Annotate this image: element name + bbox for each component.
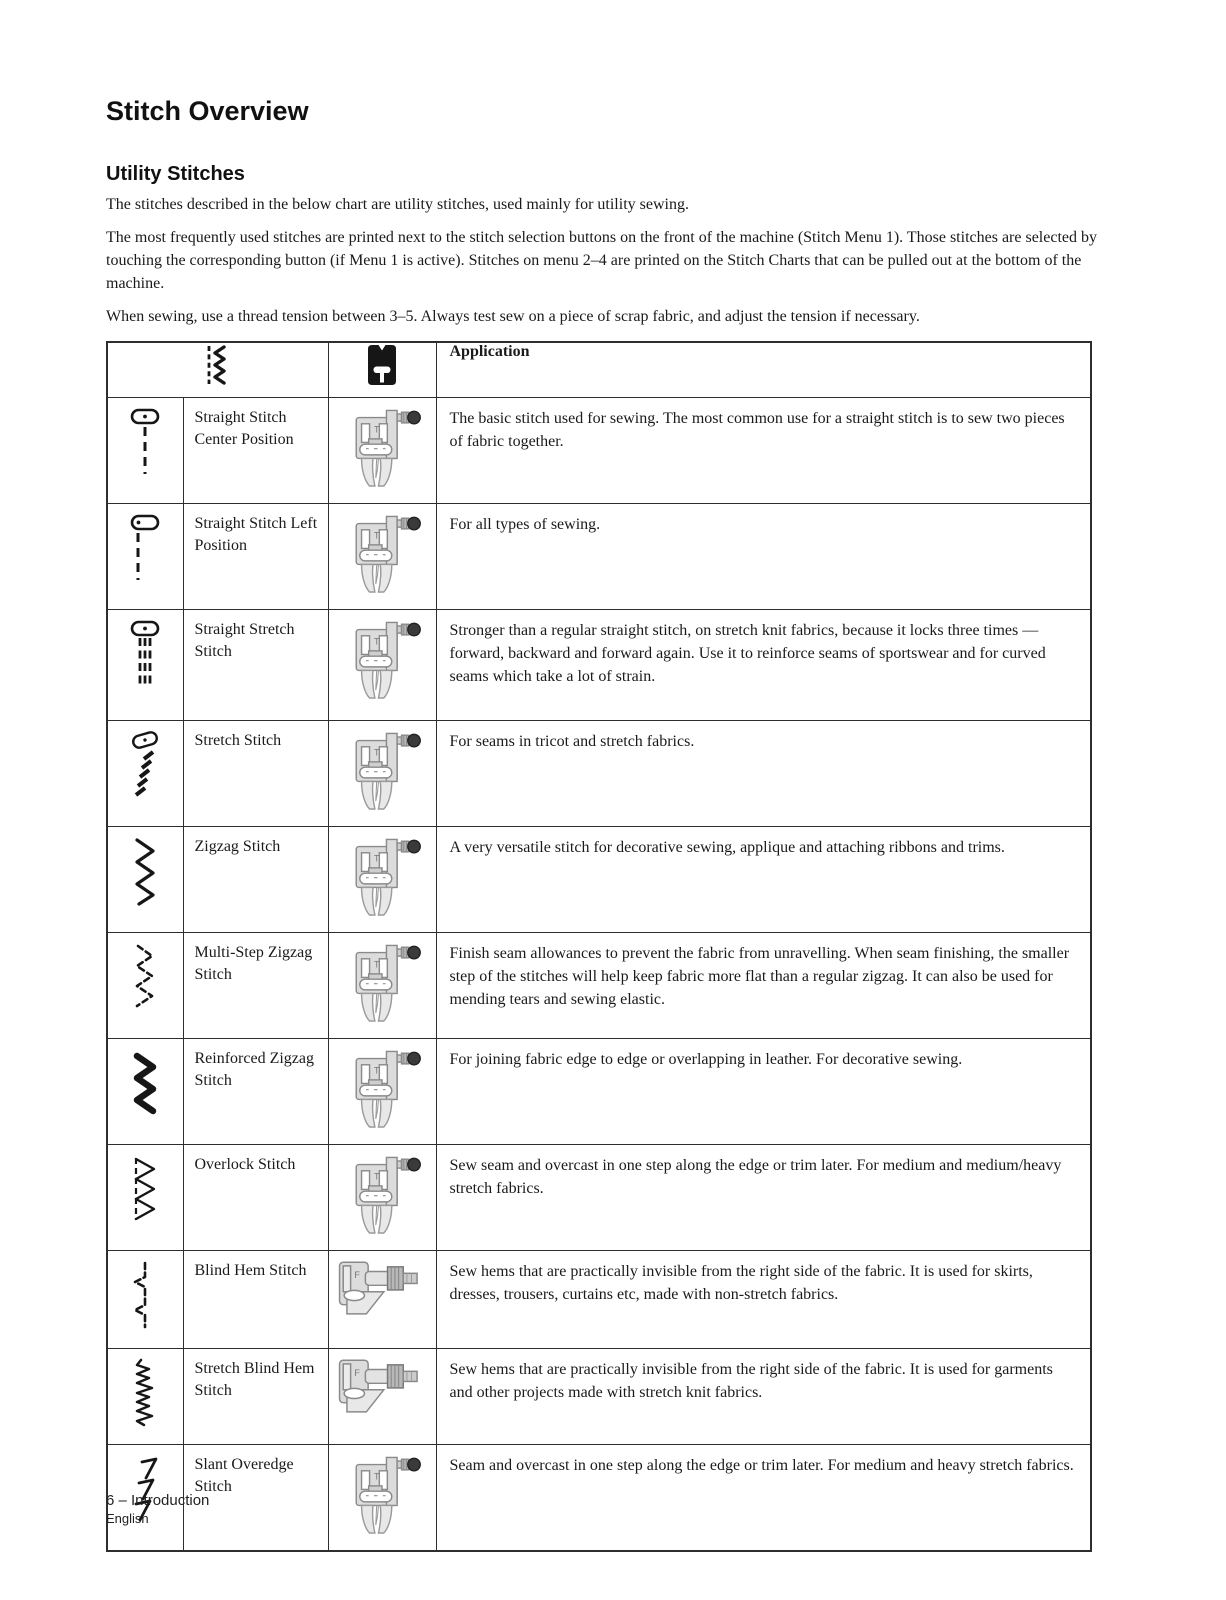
stitch-application: For all types of sewing. (436, 504, 1091, 610)
stitch-name: Straight Stretch Stitch (183, 610, 328, 721)
table-row (107, 721, 1091, 827)
stitch-application: For seams in tricot and stretch fabrics. (436, 721, 1091, 827)
stitch-symbol-cell (107, 827, 183, 933)
standard-presser-foot (342, 615, 422, 701)
stitch-symbol-cell (107, 610, 183, 721)
stitch-application: For joining fabric edge to edge or overlapping in leather. For decorative sewing. (436, 1039, 1091, 1145)
table-row (107, 398, 1091, 504)
intro-paragraph-1: The stitches described in the below chart are utility stitches, used mainly for utility sewing. (106, 196, 689, 213)
table-row (107, 1349, 1091, 1445)
stitch-symbol-cell (107, 721, 183, 827)
straight-stitch-left-icon (128, 513, 162, 583)
table-row (107, 933, 1091, 1039)
presser-foot-cell (328, 1349, 436, 1445)
svg-text:T: T (374, 1171, 380, 1182)
svg-text:T: T (374, 959, 380, 970)
stitch-name: Stretch Stitch (183, 721, 328, 827)
standard-presser-foot (342, 1044, 422, 1130)
svg-text:F: F (354, 1367, 360, 1378)
table-header-row (107, 342, 1091, 398)
page-title: Stitch Overview (106, 96, 309, 126)
stitch-name: Blind Hem Stitch (183, 1251, 328, 1349)
table-row (107, 1145, 1091, 1251)
presser-foot-cell (328, 504, 436, 610)
stitch-column-header (107, 342, 328, 398)
stitch-application: Sew seam and overcast in one step along the edge or trim later. For medium and medium/heavy stretch fabrics. (436, 1145, 1091, 1251)
language-label: English (106, 1511, 149, 1526)
page-content (106, 96, 1120, 1552)
stitch-table-body (107, 398, 1091, 1552)
stitch-symbol-cell (107, 398, 183, 504)
stitch-application: Sew hems that are practically invisible from the right side of the fabric. It is used for garments and other projects made with stretch knit fabrics. (436, 1349, 1091, 1445)
stitch-application: Finish seam allowances to prevent the fabric from unravelling. When seam finishing, the smaller step of the stitches will help keep fabric more flat than a regular zigzag. It can also be used for mending tears and sewing elastic. (436, 933, 1091, 1039)
standard-presser-foot (342, 509, 422, 595)
stitch-name: Stretch Blind Hem Stitch (183, 1349, 328, 1445)
utility-stitches-table (106, 341, 1092, 1552)
stitch-application: Sew hems that are practically invisible from the right side of the fabric. It is used for skirts, dresses, trousers, curtains etc, made with non-stretch fabrics. (436, 1251, 1091, 1349)
application-column-header: Application (436, 342, 1091, 398)
stitch-name: Overlock Stitch (183, 1145, 328, 1251)
svg-text:T: T (374, 636, 380, 647)
svg-text:T: T (374, 424, 380, 435)
page-footer (106, 1492, 209, 1526)
presser-foot-cell (328, 610, 436, 721)
stitch-symbol-cell (107, 1145, 183, 1251)
table-row (107, 504, 1091, 610)
standard-presser-foot (342, 403, 422, 489)
standard-presser-foot (342, 726, 422, 812)
blind-hem-presser-foot (334, 1256, 430, 1322)
multi-step-zigzag-stitch-icon (128, 942, 162, 1012)
presser-foot-cell (328, 721, 436, 827)
stitch-symbol-cell (107, 1349, 183, 1445)
straight-stitch-center-icon (128, 407, 162, 477)
blind-hem-presser-foot (334, 1354, 430, 1420)
table-row (107, 610, 1091, 721)
stitch-application: Stronger than a regular straight stitch, on stretch knit fabrics, because it locks three times — forward, backward and forward again. Use it to reinforce seams of sportswear and for curved seams which take a lot of strain. (436, 610, 1091, 721)
svg-text:T: T (374, 530, 380, 541)
stitch-symbol-cell (107, 933, 183, 1039)
zigzag-stitch-icon (128, 836, 162, 906)
stitch-name: Slant Overedge Stitch (183, 1445, 328, 1552)
stitch-sample-icon (203, 343, 233, 387)
reinforced-zigzag-stitch-icon (128, 1048, 162, 1118)
table-row (107, 1251, 1091, 1349)
standard-presser-foot (342, 938, 422, 1024)
stitch-application: The basic stitch used for sewing. The most common use for a straight stitch is to sew two pieces of fabric together. (436, 398, 1091, 504)
standard-presser-foot (342, 1150, 422, 1236)
page-number-label: 6 – Introduction (106, 1492, 210, 1509)
presser-foot-column-header (328, 342, 436, 398)
overlock-stitch-icon (128, 1154, 162, 1224)
table-row (107, 1445, 1091, 1552)
stitch-name: Reinforced Zigzag Stitch (183, 1039, 328, 1145)
presser-foot-cell (328, 1039, 436, 1145)
presser-foot-cell (328, 827, 436, 933)
stitch-symbol-cell (107, 1039, 183, 1145)
intro-paragraph-3: When sewing, use a thread tension between 3–5. Always test sew on a piece of scrap fabric, and adjust the tension if necessary. (106, 308, 920, 325)
stitch-name: Straight Stitch Left Position (183, 504, 328, 610)
standard-presser-foot (342, 832, 422, 918)
intro-paragraph-2: The most frequently used stitches are printed next to the stitch selection buttons on the front of the machine (Stitch Menu 1). Those stitches are selected by touching the corresponding button (if Menu 1 is active). Stitches on menu 2–4 are printed on the Stitch Charts that can be pulled out at the bottom of the machine. (106, 229, 1097, 292)
svg-text:T: T (374, 1471, 380, 1482)
svg-text:T: T (374, 1065, 380, 1076)
section-title: Utility Stitches (106, 163, 245, 185)
standard-presser-foot (342, 1450, 422, 1536)
presser-foot-cell (328, 933, 436, 1039)
blind-hem-stitch-icon (128, 1260, 162, 1330)
stitch-application: Seam and overcast in one step along the edge or trim later. For medium and heavy stretch fabrics. (436, 1445, 1091, 1552)
stitch-symbol-cell (107, 1251, 183, 1349)
presser-foot-cell (328, 1145, 436, 1251)
svg-text:F: F (354, 1269, 360, 1280)
presser-foot-cell (328, 1445, 436, 1552)
table-row (107, 827, 1091, 933)
stretch-blind-hem-stitch-icon (128, 1358, 162, 1428)
stitch-name: Multi-Step Zigzag Stitch (183, 933, 328, 1039)
stitch-symbol-cell (107, 504, 183, 610)
presser-foot-cell (328, 1251, 436, 1349)
presser-foot-silhouette-icon (365, 343, 399, 387)
svg-text:T: T (374, 853, 380, 864)
svg-text:T: T (374, 747, 380, 758)
stitch-application: A very versatile stitch for decorative sewing, applique and attaching ribbons and trims. (436, 827, 1091, 933)
stitch-name: Zigzag Stitch (183, 827, 328, 933)
table-row (107, 1039, 1091, 1145)
stretch-stitch-icon (128, 730, 162, 800)
stitch-name: Straight Stitch Center Position (183, 398, 328, 504)
presser-foot-cell (328, 398, 436, 504)
straight-stretch-stitch-icon (128, 619, 162, 689)
